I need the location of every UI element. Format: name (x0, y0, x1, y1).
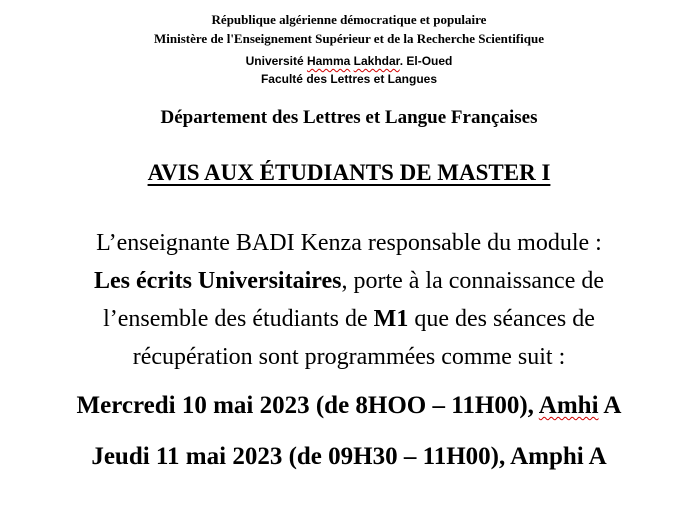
body-line-3-b: que des séances de (408, 306, 595, 332)
university-suffix: . El-Oued (399, 54, 453, 68)
body-line-1: L’enseignante BADI Kenza responsable du module : (96, 230, 602, 256)
module-name: Les écrits Universitaires (93, 268, 342, 294)
body-line-4: récupération sont programmées comme suit : (132, 344, 566, 370)
faculty-heading: Faculté des Lettres et Langues (260, 72, 438, 86)
department-heading: Département des Lettres et Langue Françaises (160, 107, 538, 128)
republic-heading: République algérienne démocratique et populaire (211, 12, 487, 27)
body-line-3-a: l’ensemble des étudiants de (103, 306, 374, 332)
university-name-word2: Lakhdar (353, 54, 400, 68)
notice-title (0, 160, 698, 186)
session-1-room-suffix: A (598, 392, 622, 419)
university-heading (0, 54, 698, 68)
ministry-heading: Ministère de l'Enseignement Supérieur et de la Recherche Scientifique (154, 31, 544, 46)
session-line-1 (0, 392, 698, 420)
session-1-text: Mercredi 10 mai 2023 (de 8HOO – 11H00), (76, 392, 539, 419)
body-line-2 (0, 268, 698, 295)
university-prefix: Université (245, 54, 307, 68)
session-1-room: Amhi (538, 392, 599, 419)
body-line-3 (0, 306, 698, 333)
university-name-word1: Hamma (306, 54, 351, 68)
notice-title-text: AVIS AUX ÉTUDIANTS DE MASTER I (147, 160, 551, 185)
session-line-2: Jeudi 11 mai 2023 (de 09H30 – 11H00), Amphi A (91, 443, 607, 470)
level-label: M1 (373, 306, 409, 332)
body-line-2-rest: , porte à la connaissance de (341, 268, 605, 294)
